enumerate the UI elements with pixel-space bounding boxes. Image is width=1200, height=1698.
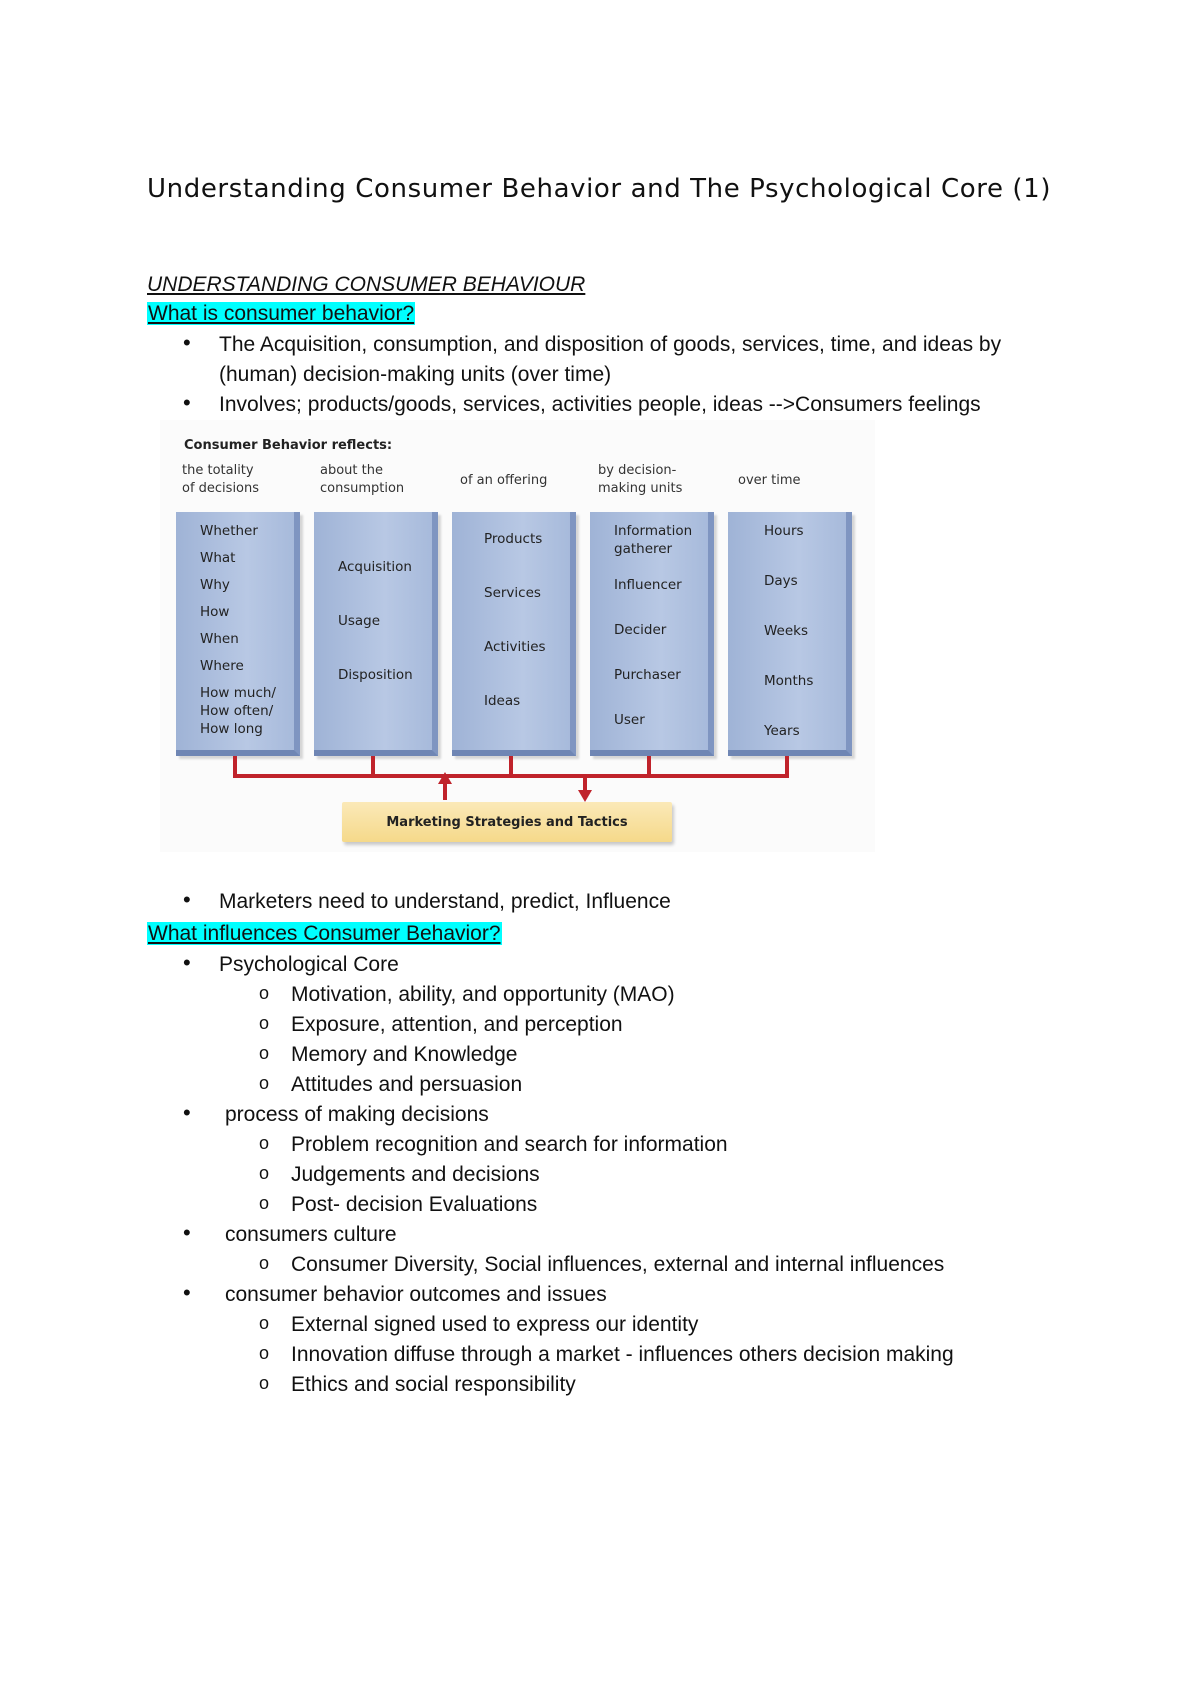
sub-list-item: o Memory and Knowledge: [147, 1040, 1077, 1070]
list-item: • The Acquisition, consumption, and disposition of goods, services, time, and ideas by (human) decision-making units (over time): [147, 330, 1077, 390]
column-item: Products: [484, 531, 543, 547]
sub-list-item: o External signed used to express our identity: [147, 1310, 1077, 1340]
list-item: • process of making decisions: [147, 1100, 1077, 1130]
down-arrow-icon: [578, 790, 592, 802]
marketing-strategies-box: [342, 802, 672, 842]
column-item: How much/ How often/ How long: [200, 685, 276, 737]
column-header: of an offering: [460, 473, 548, 488]
column-header: about the consumption: [320, 463, 405, 496]
definition-list: [147, 330, 1077, 420]
sub-list-item: o Exposure, attention, and perception: [147, 1010, 1077, 1040]
column-item: How: [200, 604, 230, 620]
diagram-title: Consumer Behavior reflects:: [184, 438, 393, 453]
column-item: Where: [200, 658, 244, 674]
question-heading-2: [147, 921, 502, 947]
column-item: Hours: [764, 523, 804, 539]
column-item: Decider: [614, 622, 667, 638]
influences-list: [147, 950, 1077, 1400]
sub-list-item: o Motivation, ability, and opportunity (MAO): [147, 980, 1077, 1010]
sub-list-item: o Ethics and social responsibility: [147, 1370, 1077, 1400]
column-item: Usage: [338, 613, 381, 629]
list-item: • Marketers need to understand, predict, Influence: [147, 887, 1077, 917]
sub-list-item: o Problem recognition and search for information: [147, 1130, 1077, 1160]
column-item: Weeks: [764, 623, 809, 639]
list-item: • Psychological Core: [147, 950, 1077, 980]
column-item: What: [200, 550, 236, 566]
column-item: Influencer: [614, 577, 682, 593]
highlighted-text: What is consumer behavior?: [148, 302, 415, 325]
column-item: Acquisition: [338, 559, 412, 575]
sub-list-item: o Innovation diffuse through a market - influences others decision making: [147, 1340, 1077, 1370]
sub-list-item: o Post- decision Evaluations: [147, 1190, 1077, 1220]
column-item: Why: [200, 577, 230, 593]
column-item: Services: [484, 585, 541, 601]
column-item: User: [614, 712, 645, 728]
column-item: Purchaser: [614, 667, 681, 683]
column-item: When: [200, 631, 239, 647]
section-heading: UNDERSTANDING CONSUMER BEHAVIOUR: [147, 273, 586, 296]
column-item: Ideas: [484, 693, 521, 709]
sub-list-item: o Consumer Diversity, Social influences, external and internal influences: [147, 1250, 1077, 1280]
list-item: • Involves; products/goods, services, activities people, ideas -->Consumers feelings: [147, 390, 1077, 420]
marketing-strategies-label: Marketing Strategies and Tactics: [386, 814, 628, 830]
highlighted-text: What influences Consumer Behavior?: [148, 922, 501, 945]
question-heading-1: [147, 301, 415, 327]
column-header: the totality of decisions: [182, 463, 260, 496]
column-item: Disposition: [338, 667, 413, 683]
column-item: Whether: [200, 523, 258, 539]
column-header: by decision- making units: [598, 463, 683, 496]
sub-list-item: o Attitudes and persuasion: [147, 1070, 1077, 1100]
list-item: • consumer behavior outcomes and issues: [147, 1280, 1077, 1310]
column-header: over time: [738, 473, 801, 488]
consumer-behavior-diagram: [160, 420, 875, 852]
connector-lines: [160, 420, 875, 852]
column-item: Months: [764, 673, 814, 689]
sub-list-item: o Judgements and decisions: [147, 1160, 1077, 1190]
marketers-list: [147, 887, 1077, 917]
document-title: Understanding Consumer Behavior and The Psychological Core (1): [147, 174, 1052, 204]
list-item: • consumers culture: [147, 1220, 1077, 1250]
column-item: Days: [764, 573, 798, 589]
column-item: Activities: [484, 639, 546, 655]
column-item: Information gatherer: [614, 523, 693, 557]
column-item: Years: [764, 723, 800, 739]
